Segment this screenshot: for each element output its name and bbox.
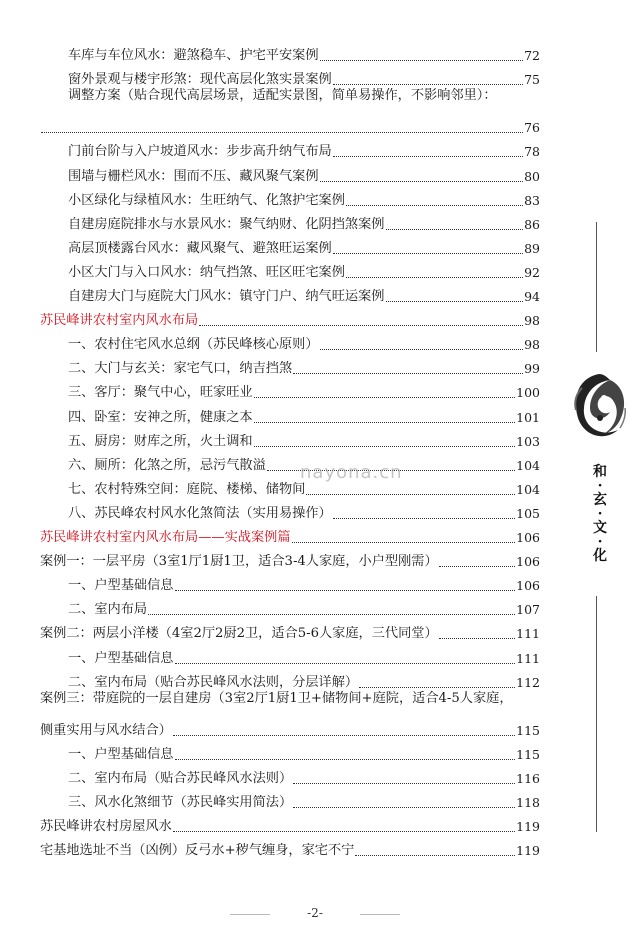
toc-page-number: 75	[524, 72, 540, 88]
toc-page-number: 98	[524, 337, 540, 353]
toc-page-number: 72	[524, 48, 540, 63]
toc-leader-dots	[333, 517, 515, 519]
toc-page-number: 106	[516, 554, 540, 570]
toc-entry[interactable]	[68, 64, 540, 88]
toc-entry-title: 宅基地选址不当（凶例）反弓水+秽气缠身，家宅不宁	[40, 843, 355, 859]
toc-entry[interactable]	[68, 763, 540, 787]
toc-leader-dots	[386, 228, 524, 230]
toc-page-number: 106	[516, 530, 540, 545]
toc-leader-dots	[333, 83, 523, 85]
toc-leader-dots	[386, 300, 524, 302]
toc-entry-title: 二、大门与玄关：家宅气口，纳吉挡煞	[68, 361, 293, 377]
toc-leader-dots	[148, 613, 515, 615]
toc-entry-title: 一、农村住宅风水总纲（苏民峰核心原则）	[68, 337, 319, 353]
toc-leader-dots	[175, 662, 516, 664]
toc-entry-title: 案例三：带庭院的一层自建房（3室2厅1厨1卫+储物间+庭院，适合4-5人家庭，	[40, 690, 513, 706]
toc-page-number: 89	[524, 240, 540, 256]
toc-leader-dots	[346, 276, 523, 278]
toc-leader-dots	[254, 421, 516, 423]
brand-char: 和	[593, 464, 607, 480]
toc-entry[interactable]	[68, 185, 540, 209]
toc-entry-title: 小区大门与入口风水：纳气挡煞、旺区旺宅案例	[68, 264, 345, 280]
brand-char: ·	[597, 534, 603, 550]
page-number: -2-	[270, 906, 360, 920]
toc-entry-title: 苏民峰讲农村室内风水布局——实战案例篇	[40, 530, 291, 545]
toc-page-number: 98	[524, 313, 540, 329]
toc-entry-title: 一、户型基础信息	[68, 650, 174, 666]
toc-entry-title: 围墙与栅栏风水：围而不压、藏风聚气案例	[68, 168, 319, 184]
toc-leader-dots	[175, 758, 516, 760]
toc-entry-title: 七、农村特殊空间：庭院、楼梯、储物间	[68, 481, 306, 497]
toc-page-number: 92	[524, 264, 540, 280]
toc-entry[interactable]	[68, 594, 540, 618]
toc-entry[interactable]	[68, 667, 540, 691]
toc-entry[interactable]	[68, 498, 540, 522]
toc-section-heading[interactable]	[40, 305, 540, 329]
toc-leader-dots	[359, 686, 515, 688]
toc-page-number: 100	[516, 385, 540, 401]
toc-page-number: 94	[524, 289, 540, 304]
toc-leader-dots	[306, 493, 515, 495]
toc-page-number: 86	[524, 216, 540, 232]
toc-page-number: 104	[516, 481, 540, 497]
toc-entry-title: 侧重实用与风水结合）	[40, 722, 172, 738]
toc-entry[interactable]	[68, 329, 540, 353]
toc-page-number: 78	[524, 144, 540, 160]
toc-page-number: 76	[524, 120, 540, 136]
toc-entry-title: 窗外景观与楼宇形煞：现代高层化煞实景案例	[68, 72, 332, 88]
toc-leader-dots	[355, 854, 515, 856]
toc-leader-dots	[346, 204, 523, 206]
toc-page-number: 99	[524, 361, 540, 377]
toc-entry-title: 门前台阶与入户坡道风水：步步高升纳气布局	[68, 144, 332, 160]
toc-entry[interactable]	[40, 715, 540, 739]
toc-leader-dots	[254, 396, 516, 398]
toc-page-number: 106	[516, 578, 540, 594]
side-divider-bottom	[596, 596, 597, 832]
watermark: nayona.cn	[300, 462, 403, 483]
toc-leader-dots	[175, 589, 516, 591]
toc-entry-title: 苏民峰讲农村房屋风水	[40, 819, 172, 835]
toc-leader-dots	[320, 180, 524, 182]
toc-entry[interactable]	[68, 426, 540, 450]
toc-entry-title: 车库与车位风水：避煞稳车、护宅平安案例	[68, 48, 319, 63]
toc-entry[interactable]	[68, 643, 540, 667]
toc-page-number: 111	[516, 626, 540, 642]
brand-char: 玄	[593, 492, 607, 508]
toc-leader-dots	[173, 734, 515, 736]
toc-page-number: 105	[516, 505, 540, 521]
toc-entry[interactable]	[68, 40, 540, 64]
toc-entry-title: 一、户型基础信息	[68, 746, 174, 762]
toc-entry[interactable]	[68, 377, 540, 401]
toc-page-number: 80	[524, 168, 540, 184]
toc-leader-dots	[320, 59, 524, 61]
toc-entry-title: 自建房大门与庭院大门风水：镇守门户、纳气旺运案例	[68, 289, 385, 304]
side-divider-top	[596, 222, 597, 352]
toc-entry[interactable]	[68, 353, 540, 377]
toc-page-number: 107	[516, 602, 540, 618]
brand-char: 文	[593, 520, 607, 536]
toc-entry-title: 三、客厅：聚气中心，旺家旺业	[68, 385, 253, 401]
toc-leader-dots	[173, 830, 515, 832]
toc-leader-dots	[199, 324, 523, 326]
toc-entry[interactable]	[40, 811, 540, 835]
toc-entry[interactable]	[68, 257, 540, 281]
toc-page-number: 112	[516, 674, 540, 690]
toc-leader-dots	[439, 565, 515, 567]
toc-page-number: 83	[524, 192, 540, 208]
brand-char: ·	[597, 506, 603, 522]
toc-entry[interactable]	[40, 835, 540, 859]
toc-entry-title: 三、风水化煞细节（苏民峰实用简法）	[68, 795, 293, 811]
toc-leader-dots	[292, 541, 516, 543]
toc-entry[interactable]	[68, 402, 540, 426]
toc-leader-dots	[293, 782, 515, 784]
toc-leader-dots	[41, 131, 523, 133]
toc-entry-title: 小区绿化与绿植风水：生旺纳气、化煞护宅案例	[68, 192, 345, 208]
toc-page-number: 118	[516, 795, 540, 811]
toc-entry-title: 二、室内布局	[68, 602, 148, 618]
toc-entry-title: 四、卧室：安神之所，健康之本	[68, 409, 253, 425]
toc-section-heading[interactable]	[40, 522, 540, 546]
toc-entry[interactable]	[68, 233, 540, 257]
toc-entry-title: 二、室内布局（贴合苏民峰风水法则，分层详解）	[68, 674, 359, 690]
toc-leader-dots	[293, 806, 515, 808]
yin-yang-brush-icon	[570, 368, 628, 446]
brand-char: 化	[593, 548, 607, 564]
toc-page-number: 116	[516, 771, 540, 786]
toc-entry[interactable]	[68, 570, 540, 594]
toc-entry-title: 自建房庭院排水与水景风水：聚气纳财、化阴挡煞案例	[68, 216, 385, 232]
toc-entry[interactable]	[40, 546, 540, 570]
toc-page-number: 111	[516, 650, 540, 666]
toc-leader-dots	[293, 372, 523, 374]
toc-entry[interactable]	[68, 209, 540, 233]
toc-page-number: 103	[516, 433, 540, 449]
toc-leader-dots	[254, 445, 516, 447]
brand-char: ·	[597, 478, 603, 494]
toc-entry-title: 调整方案（贴合现代高层场景，适配实景图，简单易操作，不影响邻里）：	[68, 88, 497, 104]
toc-page-number: 104	[516, 457, 540, 473]
toc-page-number: 119	[516, 843, 540, 859]
toc-entry[interactable]	[68, 281, 540, 305]
toc-entry-title: 六、厕所：化煞之所，忌污气散溢	[68, 457, 266, 473]
brand-vertical-text	[589, 462, 611, 566]
toc-leader-dots	[439, 637, 515, 639]
toc-entry[interactable]	[40, 618, 540, 642]
toc-entry-title: 案例一：一层平房（3室1厅1厨1卫，适合3-4人家庭，小户型刚需）	[40, 554, 438, 570]
toc-entry-title: 二、室内布局（贴合苏民峰风水法则）	[68, 771, 293, 786]
toc-entry-title: 八、苏民峰农村风水化煞简法（实用易操作）	[68, 505, 332, 521]
toc-page-number: 119	[516, 819, 540, 835]
toc-entry[interactable]	[68, 787, 540, 811]
toc-page-number: 101	[516, 409, 540, 425]
toc-page-number: 115	[516, 746, 540, 762]
toc-entry-title: 高层顶楼露台风水：藏风聚气、避煞旺运案例	[68, 240, 332, 256]
toc-leader-dots	[320, 348, 524, 350]
toc-entry-title: 案例二：两层小洋楼（4室2厅2厨2卫，适合5-6人家庭，三代同堂）	[40, 626, 438, 642]
toc-page-number: 115	[516, 722, 540, 738]
toc-entry-title: 苏民峰讲农村室内风水布局	[40, 313, 199, 329]
toc-entry[interactable]	[68, 161, 540, 185]
toc-entry-title: 一、户型基础信息	[68, 578, 174, 594]
toc-entry[interactable]	[68, 136, 540, 160]
toc-entry[interactable]	[40, 112, 540, 136]
toc-leader-dots	[333, 155, 523, 157]
toc-leader-dots	[333, 252, 523, 254]
toc-entry[interactable]	[68, 739, 540, 763]
toc-entry-title: 五、厨房：财库之所，火土调和	[68, 433, 253, 449]
